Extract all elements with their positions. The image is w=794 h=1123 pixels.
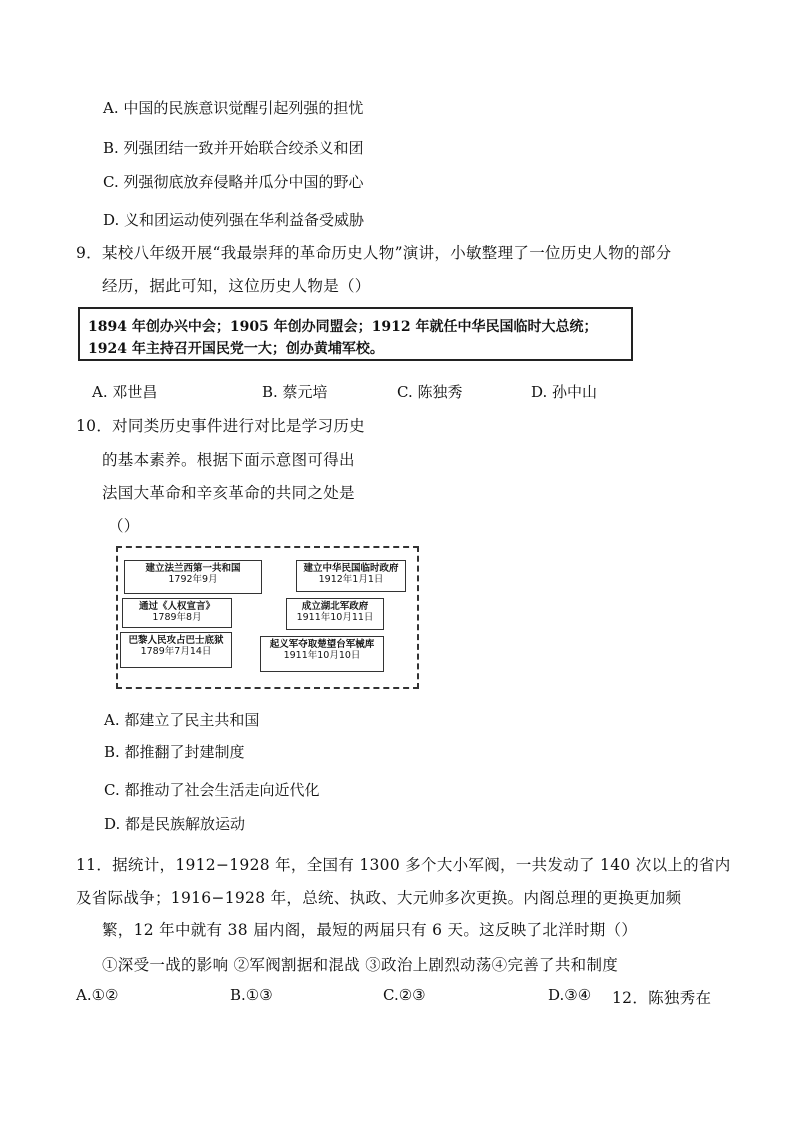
- q11-statements: ①深受一战的影响 ②军阀割据和混战 ③政治上剧烈动荡④完善了共和制度: [102, 956, 619, 974]
- q10-option-c: C. 都推动了社会生活走向近代化: [104, 781, 320, 799]
- q12-stem-start: 12．陈独秀在: [612, 989, 712, 1007]
- q10-stem-line2: 的基本素养。根据下面示意图可得出: [102, 451, 355, 469]
- q11-option-c: C.②③: [383, 986, 426, 1004]
- diagram-box-title: 起义军夺取楚望台军械库: [269, 639, 375, 650]
- diagram-box-date: 1911年10月10日: [283, 650, 361, 661]
- q11-option-b: B.①③: [230, 986, 273, 1004]
- q9-box-line1: 1894 年创办兴中会；1905 年创办同盟会；1912 年就任中华民国临时大总统；: [88, 319, 598, 335]
- q9-box-line2: 1924 年主持召开国民党一大；创办黄埔军校。: [88, 341, 384, 357]
- diagram-box-french-republic: [124, 560, 262, 594]
- diagram-box-date: 1789年8月: [152, 612, 202, 623]
- q9-option-d: D. 孙中山: [531, 383, 598, 401]
- diagram-box-bastille: [120, 632, 232, 668]
- diagram-box-title: 建立中华民国临时政府: [303, 563, 399, 574]
- diagram-box-declaration: [122, 598, 232, 628]
- diagram-box-date: 1912年1月1日: [318, 574, 384, 585]
- q8-option-a: A. 中国的民族意识觉醒引起列强的担忧: [103, 99, 364, 117]
- diagram-box-title: 建立法兰西第一共和国: [145, 563, 241, 574]
- q10-stem-line4: （）: [108, 517, 140, 535]
- q11-option-a: A.①②: [76, 986, 119, 1004]
- q10-stem-line1: 10．对同类历史事件进行对比是学习历史: [76, 417, 365, 435]
- q11-stem-line3: 繁，12 年中就有 38 届内阁，最短的两届只有 6 天。这反映了北洋时期（）: [102, 921, 638, 939]
- q8-option-b: B. 列强团结一致并开始联合绞杀义和团: [103, 139, 364, 157]
- diagram-box-provisional-government: [296, 560, 406, 592]
- q10-timeline-diagram: [116, 546, 419, 689]
- q10-option-d: D. 都是民族解放运动: [104, 815, 246, 833]
- q11-stem-line2: 及省际战争；1916−1928 年，总统、执政、大元帅多次更换。内阁总理的更换更加频: [76, 889, 682, 907]
- q9-option-b: B. 蔡元培: [262, 383, 328, 401]
- diagram-box-title: 通过《人权宣言》: [138, 601, 215, 612]
- q8-option-d: D. 义和团运动使列强在华利益备受威胁: [103, 211, 365, 229]
- diagram-box-armory-seizure: [260, 636, 384, 672]
- q9-material-box: [78, 307, 633, 361]
- q10-option-b: B. 都推翻了封建制度: [104, 743, 245, 761]
- q9-stem-line1: 9．某校八年级开展“我最崇拜的革命历史人物”演讲，小敏整理了一位历史人物的部分: [76, 244, 672, 262]
- q11-option-d: D.③④: [548, 986, 592, 1004]
- diagram-box-title: 成立湖北军政府: [301, 601, 369, 612]
- diagram-box-hubei-military-government: [286, 598, 384, 630]
- q8-option-c: C. 列强彻底放弃侵略并瓜分中国的野心: [103, 173, 364, 191]
- q9-option-c: C. 陈独秀: [397, 383, 463, 401]
- q9-option-a: A. 邓世昌: [92, 383, 158, 401]
- q9-stem-line2: 经历，据此可知，这位历史人物是（）: [102, 277, 371, 295]
- diagram-box-title: 巴黎人民攻占巴士底狱: [128, 635, 224, 646]
- q10-option-a: A. 都建立了民主共和国: [104, 711, 260, 729]
- q11-stem-line1: 11．据统计，1912−1928 年，全国有 1300 多个大小军阀，一共发动了 140 次以上的省内: [76, 856, 731, 874]
- diagram-box-date: 1789年7月14日: [140, 646, 212, 657]
- diagram-box-date: 1911年10月11日: [296, 612, 374, 623]
- diagram-box-date: 1792年9月: [168, 574, 218, 585]
- q10-stem-line3: 法国大革命和辛亥革命的共同之处是: [102, 484, 355, 502]
